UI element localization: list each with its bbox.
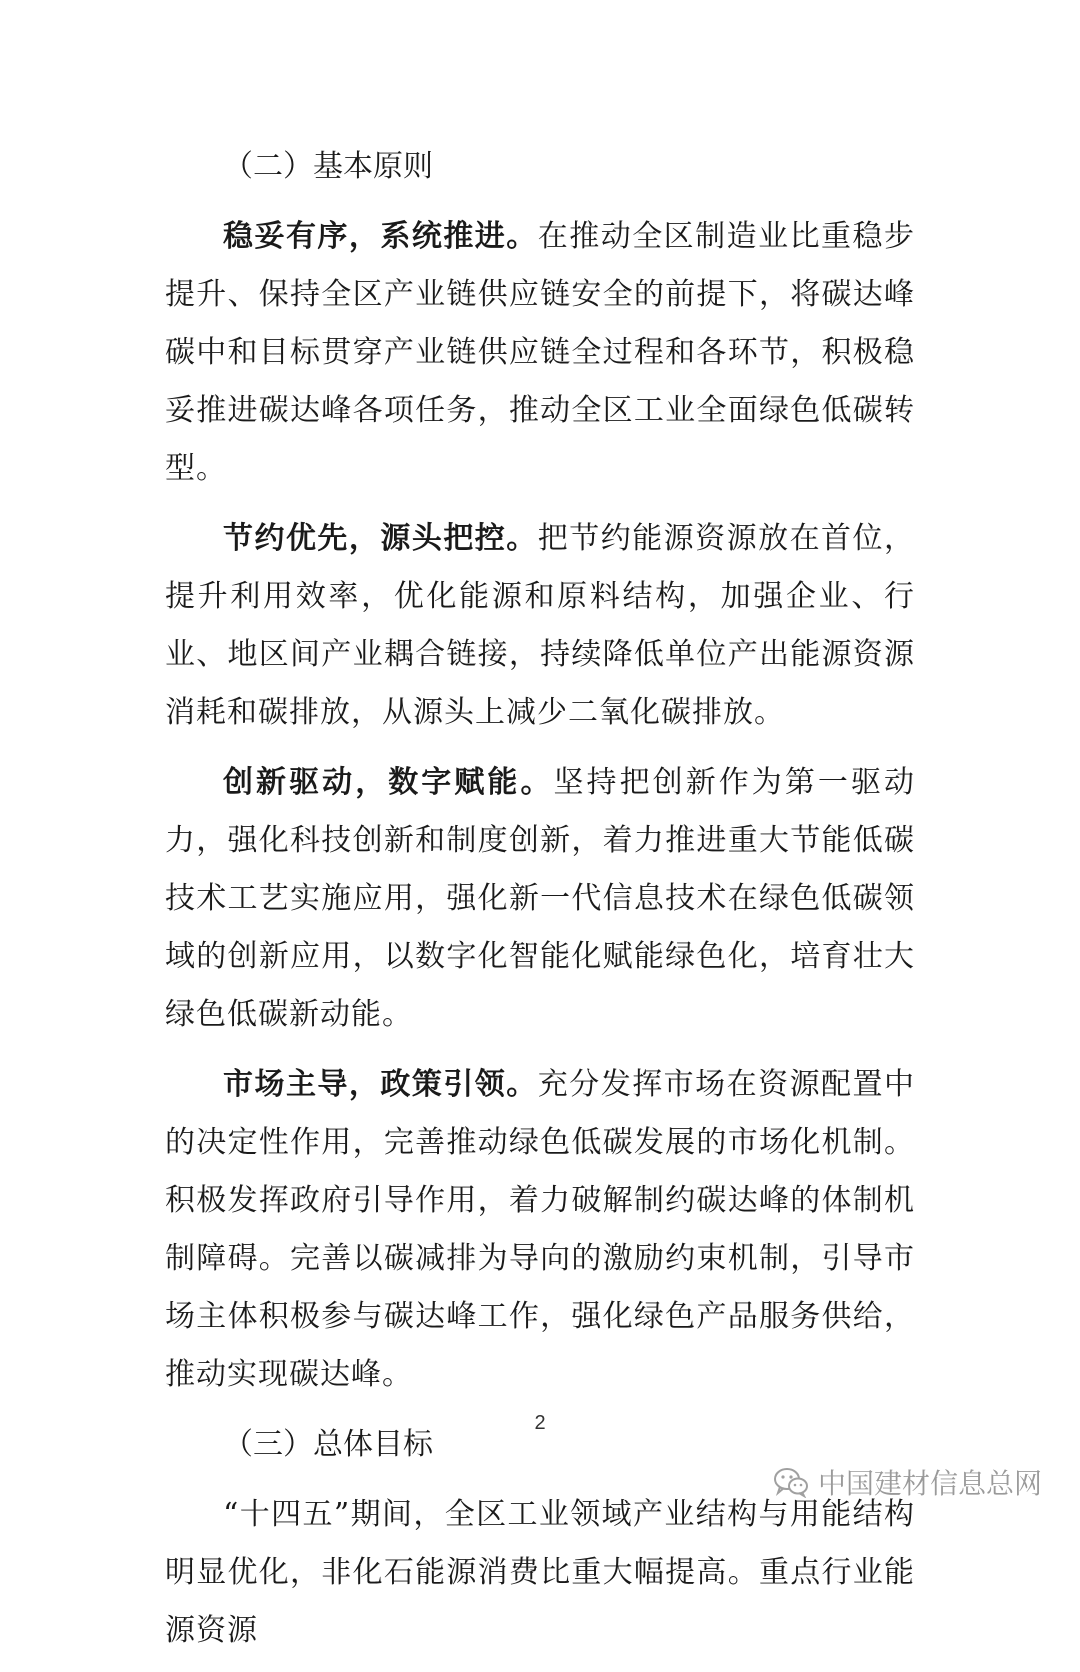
watermark-text: 中国建材信息总网	[817, 1467, 1042, 1500]
principle-paragraph	[165, 1056, 915, 1404]
page-number: 2	[534, 1412, 546, 1434]
section-heading-principles: （二）基本原则	[223, 149, 433, 184]
principle-paragraph	[165, 510, 915, 742]
principle-paragraph	[165, 754, 915, 1044]
principle-lead: 创新驱动，数字赋能。	[223, 765, 554, 800]
section-heading-goals: （三）总体目标	[223, 1427, 433, 1462]
principle-body: 坚持把创新作为第一驱动力，强化科技创新和制度创新，着力推进重大节能低碳技术工艺实施应用，强化新一代信息技术在绿色低碳领域的创新应用，以数字化智能化赋能绿色化，培育壮大绿色低碳新动能。	[165, 765, 915, 1032]
principle-lead: 节约优先，源头把控。	[223, 521, 538, 556]
principle-lead: 稳妥有序，系统推进。	[223, 219, 538, 254]
principle-body: 在推动全区制造业比重稳步提升、保持全区产业链供应链安全的前提下，将碳达峰碳中和目标贯穿产业链供应链全过程和各环节，积极稳妥推进碳达峰各项任务，推动全区工业全面绿色低碳转型。	[165, 219, 916, 486]
principle-body: 把节约能源资源放在首位，提升利用效率，优化能源和原料结构，加强企业、行业、地区间产业耦合链接，持续降低单位产出能源资源消耗和碳排放，从源头上减少二氧化碳排放。	[165, 521, 916, 730]
document-body	[165, 138, 915, 1672]
watermark	[772, 1462, 1042, 1502]
principle-body: 充分发挥市场在资源配置中的决定性作用，完善推动绿色低碳发展的市场化机制。积极发挥政府引导作用，着力破解制约碳达峰的体制机制障碍。完善以碳减排为导向的激励约束机制，引导市场主体积极参与碳达峰工作，强化绿色产品服务供给，推动实现碳达峰。	[165, 1067, 916, 1392]
wechat-icon	[772, 1466, 810, 1498]
principle-paragraph	[165, 208, 915, 498]
principle-lead: 市场主导，政策引领。	[223, 1067, 538, 1102]
goal-paragraph: “十四五”期间，全区工业领域产业结构与用能结构明显优化，非化石能源消费比重大幅提高。重点行业能源资源	[165, 1497, 915, 1648]
